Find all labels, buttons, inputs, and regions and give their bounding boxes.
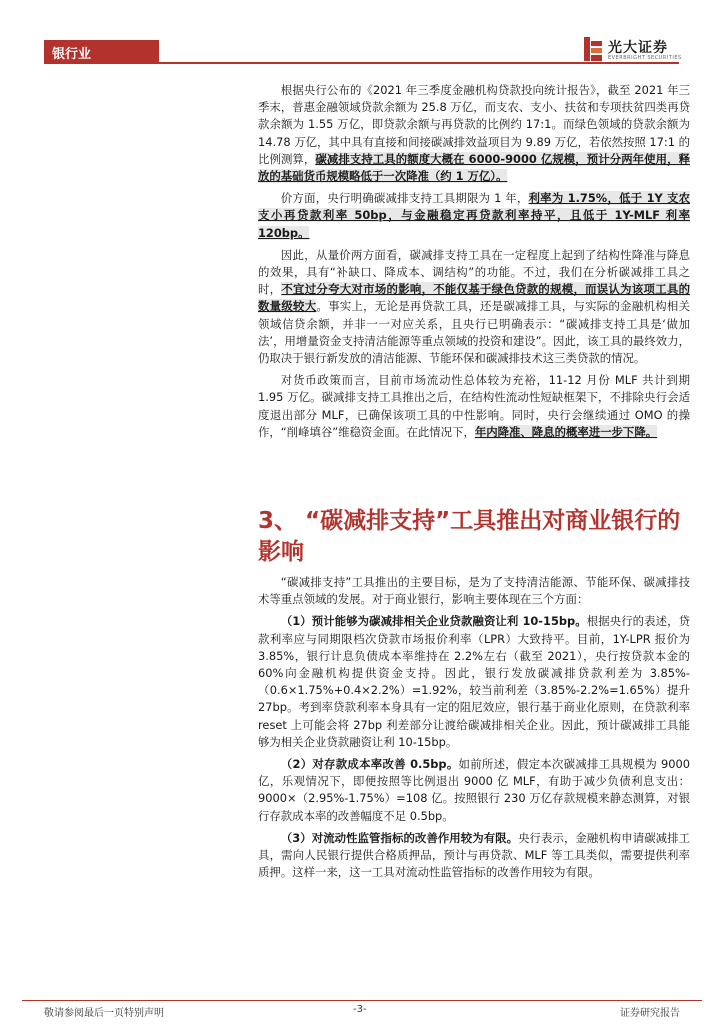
body-text-top	[258, 82, 690, 446]
paragraph	[258, 574, 690, 608]
paragraph	[258, 190, 690, 242]
text-segment: “碳减排支持”工具推出的主要目标，是为了支持清洁能源、节能环保、碳减排技术等重点领域的发展。对于商业银行，影响主要体现在三个方面：	[258, 575, 690, 607]
footer-disclaimer: 敬请参阅最后一页特别声明	[44, 1008, 164, 1019]
logo-subtitle: EVERBRIGHT SECURITIES	[608, 55, 682, 61]
paragraph	[258, 613, 690, 751]
paragraph	[258, 756, 690, 825]
emphasized-text: （3）对流动性监管指标的改善作用较为有限。	[280, 830, 519, 845]
text-segment: 如前所述，假定本次碳减排工具规模为 9000 亿，乐观情况下，即便按照等比例退出 9000 亿 MLF，有助于减少负债利息支出：9000×（2.95%-1.75%）=108 亿。按照银行 230 万亿存款规模来静态测算，对银行存款成本率的改善幅度不足 0.5bp。	[258, 757, 690, 823]
section-heading: 3、 “碳减排支持”工具推出对商业银行的影响	[258, 508, 681, 565]
text-segment: 对货币政策而言，目前市场流动性总体较为充裕，11-12 月份 MLF 共计到期 1.95 万亿。碳减排支持工具推出之后，在结构性流动性短缺框架下，不排除央行会适度退出部分 MLF，已确保该项工具的中性影响。同时，央行会继续通过 OMO 的操作，“削峰填谷”维稳资金面。在此情况下，	[258, 373, 690, 439]
paragraph	[258, 247, 690, 367]
emphasized-text: （2）对存款成本率改善 0.5bp。	[280, 757, 459, 772]
paragraph	[258, 372, 690, 441]
text-segment: 价方面，央行明确碳减排支持工具期限为 1 年，	[280, 191, 529, 206]
emphasized-text: 不宜过分夸大对市场的影响，不能仅基于绿色贷款的规模，而误认为该项工具的数量级较大	[258, 282, 690, 314]
footer-rule	[22, 1000, 702, 1001]
company-logo	[584, 35, 696, 65]
text-segment: 因此，从量价两方面看，碳减排支持工具在一定程度上起到了结构性降准与降息的效果，具有“补缺口、降成本、调结构”的功能。不过，我们在分析碳减排工具之时，	[258, 247, 690, 297]
text-segment: 央行表示，金融机构申请碳减排工具，需向人民银行提供合格质押品，预计与再贷款、MLF 等工具类似，需要提供利率质押。这样一来，这一工具对流动性监管指标的改善作用较为有限。	[258, 830, 690, 880]
logo-name: 光大证券	[608, 40, 668, 56]
emphasized-text: 年内降准、降息的概率进一步下降。	[474, 424, 658, 439]
emphasized-text: 碳减排支持工具的额度大概在 6000-9000 亿规模，预计分两年使用，释放的基础货币规模略低于一次降准（约 1 万亿）。	[258, 151, 690, 184]
text-segment: 根据央行的表述，贷款利率应与同期限档次贷款市场报价利率（LPR）大致持平。目前，1Y-LPR 报价为 3.85%，银行计息负债成本率维持在 2.2%左右（截至 2021），央行按贷款本金的 60%向金融机构提供资金支持。因此，银行发放碳减排贷款利差为 3.85%-（0.6×1.75%+0.4×2.2%）=1.92%，较当前利差（3.85%-2.2%=1.65%）提升 27bp。考到率贷款利率本身具有一定的阻尼效应，银行基于商业化原则，在贷款利率 reset 上可能会将 27bp 利差部分让渡给碳减排相关企业。因此，预计碳减排工具能够为相关企业贷款融资让利 10-15bp。	[258, 614, 690, 749]
industry-tag-label: 银行业	[52, 47, 92, 62]
text-segment: 根据央行公布的《2021 年三季度金融机构贷款投向统计报告》，截至 2021 年三季末，普惠金融领域贷款余额为 25.8 万亿，而支农、支小、扶贫和专项扶贫四类再贷款余额为 1.55 万亿，即贷款余额与再贷款的比例约 17:1。而绿色领域的贷款余额为 14.78 万亿，其中具有直接和间接碳减排效益项目为 9.89 万亿，若依然按照 17:1 的比例测算，	[258, 83, 690, 166]
paragraph	[258, 82, 690, 185]
page-number: -3-	[353, 1004, 367, 1015]
body-text-bottom	[258, 574, 690, 886]
footer-report-type: 证券研究报告	[620, 1008, 680, 1019]
emphasized-text: （1）预计能够为碳减排相关企业贷款融资让利 10-15bp。	[280, 614, 587, 629]
paragraph	[258, 830, 690, 882]
text-segment: 。事实上，无论是再贷款工具，还是碳减排工具，与实际的金融机构相关领域信贷余额，并非一一对应关系，且央行已明确表示：“碳减排支持工具是‘做加法’，用增量资金支持清洁能源等重点领域的投资和建设”。因此，该工具的最终效力，仍取决于银行新发放的清洁能源、节能环保和碳减排技术这三类贷款的情况。	[258, 299, 690, 366]
industry-tag	[44, 40, 159, 64]
page-header	[0, 0, 724, 66]
logo-icon	[584, 37, 602, 61]
emphasized-text: 利率为 1.75%，低于 1Y 支农支小再贷款利率 50bp，与金融稳定再贷款利率持平，且低于 1Y-MLF 利率 120bp。	[258, 191, 690, 240]
